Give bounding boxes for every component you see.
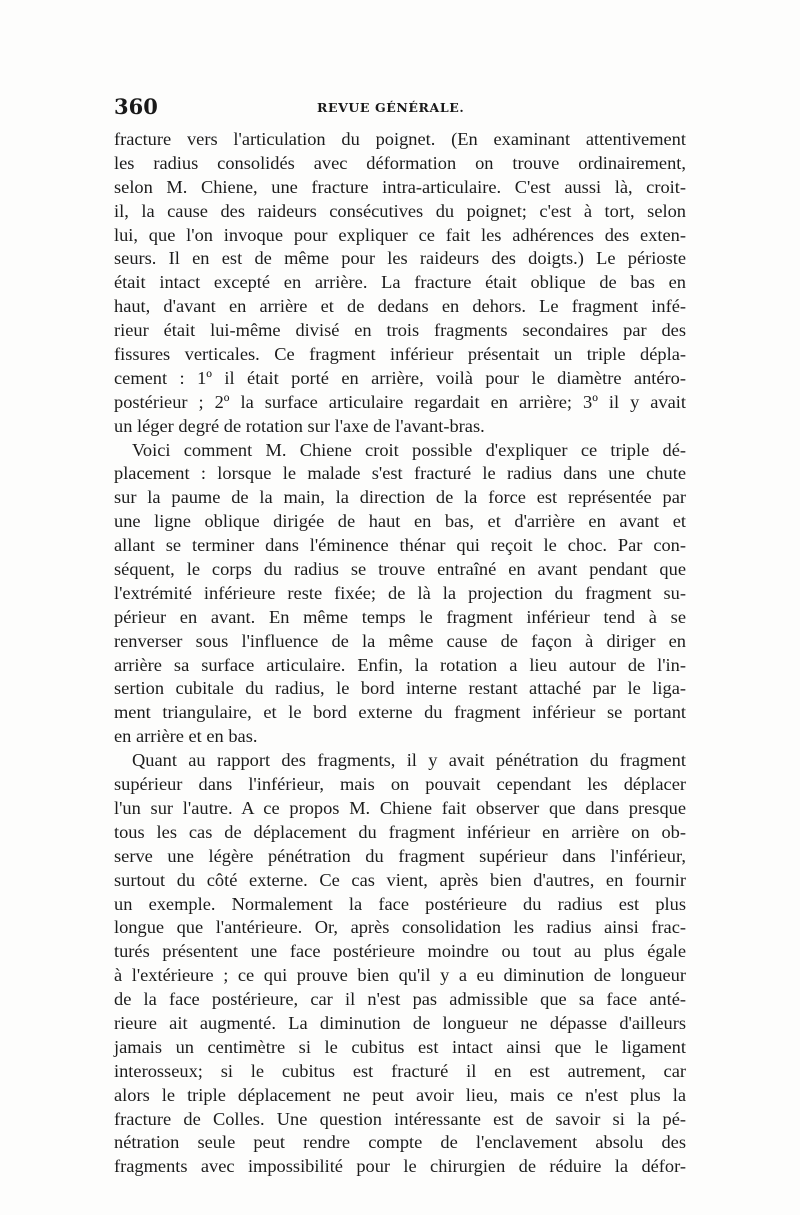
text-line: fracture vers l'articulation du poignet. (En examinant attentivement bbox=[114, 129, 686, 149]
text-line: selon M. Chiene, une fracture intra-articulaire. C'est aussi là, croit- bbox=[114, 176, 686, 197]
page-header bbox=[114, 94, 684, 124]
text-line: supérieur dans l'inférieur, mais on pouvait cependant les déplacer bbox=[114, 774, 686, 795]
text-line: arrière sa surface articulaire. Enfin, la rotation a lieu autour de l'in- bbox=[114, 654, 686, 675]
text-line: un exemple. Normalement la face postérieure du radius est plus bbox=[114, 893, 686, 914]
text-line: Quant au rapport des fragments, il y avait pénétration du fragment bbox=[132, 750, 686, 771]
running-title: REVUE GÉNÉRALE. bbox=[317, 100, 465, 115]
text-line: alors le triple déplacement ne peut avoir lieu, mais ce n'est plus la bbox=[114, 1084, 686, 1105]
text-line: ment triangulaire, et le bord externe du fragment inférieur se portant bbox=[114, 702, 686, 723]
text-line: en arrière et en bas. bbox=[114, 726, 258, 747]
body-text bbox=[114, 128, 686, 1179]
text-line: de la face postérieure, car il n'est pas admissible que sa face anté- bbox=[114, 989, 686, 1010]
text-line: serve une légère pénétration du fragment supérieur dans l'inférieur, bbox=[114, 845, 686, 866]
text-line: fissures verticales. Ce fragment inférieur présentait un triple dépla- bbox=[114, 344, 686, 365]
text-line: seurs. Il en est de même pour les raideurs des doigts.) Le périoste bbox=[114, 248, 686, 269]
text-line: Voici comment M. Chiene croit possible d'expliquer ce triple dé- bbox=[132, 439, 686, 460]
text-line: postérieur ; 2º la surface articulaire regardait en arrière; 3º il y avait bbox=[114, 391, 686, 412]
text-line: rieur était lui-même divisé en trois fragments secondaires par des bbox=[114, 320, 686, 341]
text-line: tous les cas de déplacement du fragment inférieur en arrière on ob- bbox=[114, 821, 686, 842]
text-line: nétration seule peut rendre compte de l'enclavement absolu des bbox=[114, 1132, 686, 1153]
text-line: une ligne oblique dirigée de haut en bas, et d'arrière en avant et bbox=[114, 511, 686, 532]
text-line: était intact excepté en arrière. La fracture était oblique de bas en bbox=[114, 272, 686, 293]
text-line: turés présentent une face postérieure moindre ou tout au plus égale bbox=[114, 941, 686, 962]
text-line: interosseux; si le cubitus est fracturé il en est autrement, car bbox=[114, 1060, 686, 1081]
text-line: rieure ait augmenté. La diminution de longueur ne dépasse d'ailleurs bbox=[114, 1012, 686, 1033]
text-line: jamais un centimètre si le cubitus est intact ainsi que le ligament bbox=[114, 1036, 686, 1057]
text-line: renverser sous l'influence de la même cause de façon à diriger en bbox=[114, 630, 686, 651]
text-line: l'un sur l'autre. A ce propos M. Chiene fait observer que dans presque bbox=[114, 797, 686, 818]
text-line: fracture de Colles. Une question intéressante est de savoir si la pé- bbox=[114, 1108, 686, 1129]
text-line: longue que l'antérieure. Or, après consolidation les radius ainsi frac- bbox=[114, 917, 686, 938]
page-number: 360 bbox=[114, 94, 158, 119]
text-line: placement : lorsque le malade s'est fracturé le radius dans une chute bbox=[114, 463, 686, 484]
text-line: surtout du côté externe. Ce cas vient, après bien d'autres, en fournir bbox=[114, 869, 686, 890]
text-line: il, la cause des raideurs consécutives du poignet; c'est à tort, selon bbox=[114, 200, 686, 221]
text-line: sur la paume de la main, la direction de la force est représentée par bbox=[114, 487, 686, 508]
text-line: l'extrémité inférieure reste fixée; de là la projection du fragment su- bbox=[114, 582, 686, 603]
text-line: un léger degré de rotation sur l'axe de l'avant-bras. bbox=[114, 415, 485, 436]
text-line: sertion cubitale du radius, le bord interne restant attaché par le liga- bbox=[114, 678, 686, 699]
text-line: séquent, le corps du radius se trouve entraîné en avant pendant que bbox=[114, 559, 686, 580]
text-line: les radius consolidés avec déformation on trouve ordinairement, bbox=[114, 152, 686, 173]
text-line: à l'extérieure ; ce qui prouve bien qu'il y a eu diminution de longueur bbox=[114, 965, 686, 986]
text-line: allant se terminer dans l'éminence thénar qui reçoit le choc. Par con- bbox=[114, 535, 686, 556]
text-line: périeur en avant. En même temps le fragment inférieur tend à se bbox=[114, 606, 686, 627]
text-line: lui, que l'on invoque pour expliquer ce fait les adhérences des exten- bbox=[114, 224, 686, 245]
text-line: fragments avec impossibilité pour le chirurgien de réduire la défor- bbox=[114, 1156, 686, 1177]
text-line: cement : 1º il était porté en arrière, voilà pour le diamètre antéro- bbox=[114, 367, 686, 388]
text-line: haut, d'avant en arrière et de dedans en dehors. Le fragment infé- bbox=[114, 296, 686, 317]
